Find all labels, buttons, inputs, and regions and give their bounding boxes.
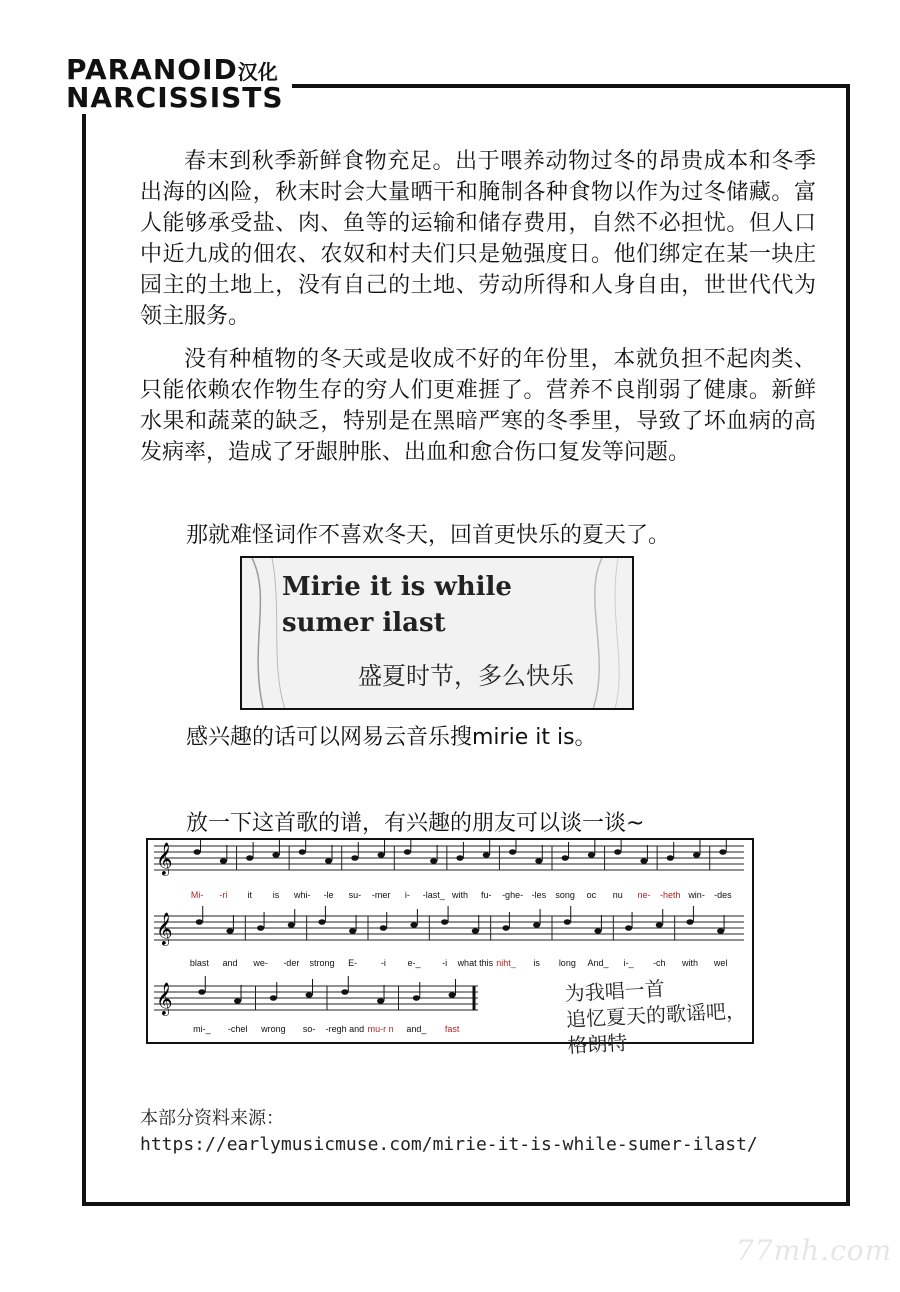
lyric-syllable: i-_ — [623, 958, 634, 968]
notehead — [378, 852, 385, 858]
lyric-quote-panel — [240, 556, 634, 710]
line-score-intro: 放一下这首歌的谱，有兴趣的朋友可以谈一谈~ — [186, 811, 645, 836]
lyric-syllable: -regh and — [325, 1024, 365, 1034]
treble-clef: 𝄞 — [156, 842, 173, 875]
notehead — [246, 855, 253, 861]
lyric-syllable: And_ — [587, 958, 609, 968]
lyric-syllable: with — [451, 890, 469, 900]
lyric-syllable: mi-_ — [193, 1024, 211, 1034]
notehead — [564, 919, 571, 925]
notehead — [404, 849, 411, 855]
lyric-syllable: is — [272, 890, 280, 900]
lyric-syllable: blast — [189, 958, 209, 968]
notehead — [594, 928, 601, 934]
lyric-syllable: nu — [612, 890, 623, 900]
notehead — [288, 922, 295, 928]
quote-chinese-translation: 盛夏时节，多么快乐 — [358, 662, 574, 690]
notehead — [377, 998, 384, 1004]
lyric-syllable: whi- — [294, 890, 311, 900]
lyric-syllable: wrong — [261, 1024, 286, 1034]
lyric-syllable: Mi- — [190, 890, 204, 900]
lyric-syllable: song — [555, 890, 575, 900]
notehead — [717, 928, 724, 934]
lyric-syllable: strong — [309, 958, 335, 968]
handwritten-note — [564, 971, 748, 1058]
quote-english-line-1: Mirie it is while — [282, 572, 512, 602]
lyric-syllable: -des — [714, 890, 732, 900]
line-netease-search: 感兴趣的话可以网易云音乐搜mirie it is。 — [186, 725, 597, 750]
notehead — [349, 928, 356, 934]
lyric-syllable: so- — [302, 1024, 316, 1034]
lyric-syllable: wel — [713, 958, 728, 968]
notehead — [270, 995, 277, 1001]
notehead — [306, 992, 313, 998]
notehead — [325, 858, 332, 864]
lyric-syllable: we- — [253, 958, 268, 968]
paragraph-food-storage: 春末到秋季新鲜食物充足。出于喂养动物过冬的昂贵成本和冬季出海的凶险，秋末时会大量晒干和腌制各种食物以作为过冬储藏。富人能够承受盐、肉、鱼等的运输和储存费用，自然不必担忧。但人口中近九成的佃农、农奴和村夫们只是勉强度日。他们绑定在某一块庄园主的土地上，没有自己的土地、劳动所得和人身自由，世世代代为领主服务。 — [140, 149, 816, 329]
lyric-syllable: -i — [380, 958, 386, 968]
lyric-syllable: -ri — [219, 890, 228, 900]
lyric-syllable: -heth — [660, 890, 681, 900]
source-url[interactable]: https://earlymusicmuse.com/mirie-it-is-while-sumer-ilast/ — [140, 1134, 758, 1155]
lyric-syllable: ne- — [637, 890, 651, 900]
notehead — [196, 919, 203, 925]
notehead — [198, 989, 205, 995]
lyric-syllable: win- — [688, 890, 705, 900]
handwritten-line-1: 为我唱一首 — [564, 976, 666, 1006]
notehead — [257, 925, 264, 931]
notehead — [194, 849, 201, 855]
notehead — [441, 919, 448, 925]
handwritten-line-2: 追忆夏天的歌谣吧， — [565, 998, 747, 1032]
notehead — [667, 855, 674, 861]
notehead — [535, 858, 542, 864]
lyric-syllable: -der — [283, 958, 300, 968]
notehead — [430, 858, 437, 864]
notehead — [588, 852, 595, 858]
lyric-syllable: long — [558, 958, 576, 968]
notehead — [686, 919, 693, 925]
lyric-syllable: and_ — [406, 1024, 427, 1034]
lyric-syllable: i- — [404, 890, 410, 900]
notehead — [656, 922, 663, 928]
notehead — [318, 919, 325, 925]
group-logo: PARANOID汉化 NARCISSISTS — [66, 54, 292, 114]
notehead — [719, 849, 726, 855]
notehead — [533, 922, 540, 928]
notehead — [351, 855, 358, 861]
notehead — [625, 925, 632, 931]
lyric-syllable: e-_ — [407, 958, 421, 968]
notehead — [449, 992, 456, 998]
notehead — [483, 852, 490, 858]
lyric-syllable: niht_ — [496, 958, 516, 968]
notehead — [456, 855, 463, 861]
lyric-syllable: what this — [457, 958, 494, 968]
notehead — [220, 858, 227, 864]
lyric-syllable: -chel — [227, 1024, 248, 1034]
site-watermark: 77mh.com — [736, 1234, 893, 1267]
lyric-syllable: and — [222, 958, 238, 968]
paragraph-winter-hardship: 没有种植物的冬天或是收成不好的年份里，本就负担不起肉类、只能依赖农作物生存的穷人们更难捱了。营养不良削弱了健康。新鲜水果和蔬菜的缺乏，特别是在黑暗严寒的冬季里，导致了坏血病的高发病率，造成了牙龈肿胀、出血和愈合伤口复发等问题。 — [140, 347, 816, 465]
lyric-syllable: oc — [586, 890, 597, 900]
lyric-syllable: -i — [442, 958, 448, 968]
notehead — [341, 989, 348, 995]
lyric-syllable: -ghe- — [502, 890, 524, 900]
notehead — [234, 998, 241, 1004]
notehead — [502, 925, 509, 931]
notehead — [272, 852, 279, 858]
notehead — [509, 849, 516, 855]
notehead — [562, 855, 569, 861]
lyric-syllable: E- — [348, 958, 358, 968]
lyric-syllable: -mer — [371, 890, 391, 900]
notehead — [380, 925, 387, 931]
line-dislike-winter: 那就难怪词作不喜欢冬天，回首更快乐的夏天了。 — [186, 523, 671, 548]
notehead — [410, 922, 417, 928]
notehead — [413, 995, 420, 1001]
lyric-syllable: -le — [323, 890, 334, 900]
lyric-syllable: -les — [531, 890, 547, 900]
notehead — [226, 928, 233, 934]
notehead — [614, 849, 621, 855]
lyric-syllable: is — [533, 958, 540, 968]
lyric-syllable: with — [681, 958, 699, 968]
lyric-syllable: -last_ — [422, 890, 445, 900]
lyric-syllable: fast — [444, 1024, 460, 1034]
treble-clef: 𝄞 — [156, 982, 173, 1015]
quote-english-line-2: sumer ilast — [282, 608, 446, 638]
notehead — [693, 852, 700, 858]
source-label: 本部分资料来源： — [140, 1108, 284, 1129]
lyric-syllable: -ch — [653, 958, 666, 968]
lyric-syllable: mu-r n — [367, 1024, 394, 1034]
lyric-syllable: fu- — [481, 890, 492, 900]
handwritten-signature: 格朗特 — [566, 1030, 629, 1058]
notehead — [640, 858, 647, 864]
notehead — [472, 928, 479, 934]
lyric-syllable: it — [247, 890, 252, 900]
treble-clef: 𝄞 — [156, 912, 173, 945]
notehead — [299, 849, 306, 855]
lyric-syllable: su- — [348, 890, 362, 900]
